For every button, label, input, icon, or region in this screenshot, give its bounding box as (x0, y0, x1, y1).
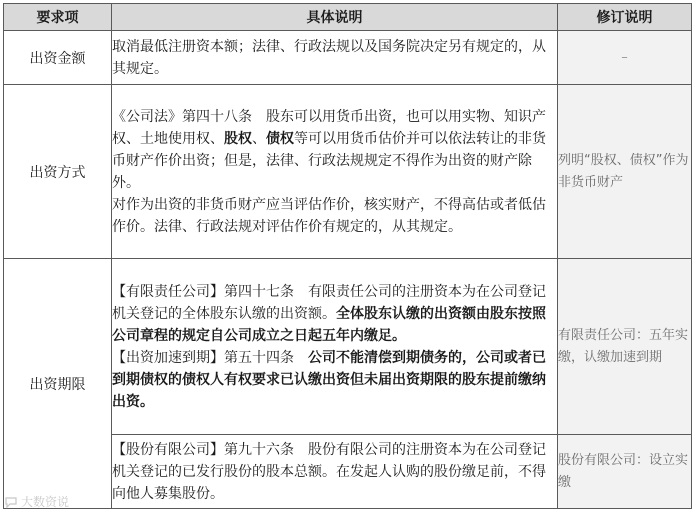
article-47-text: 【有限责任公司】第四十七条 有限责任公司的注册资本为在公司登记机关登记的全体股东认缴的出资额。 (112, 283, 546, 322)
equity-term: 股权 (224, 130, 252, 147)
note-llc-period: 有限责任公司：五年实缴，认缴加速到期 (558, 259, 692, 435)
creditor-rights-term: 债权 (266, 130, 294, 147)
paragraph-valuation: 对作为出资的非货币财产应当评估作价，核实财产，不得高估或者低估作价。法律、行政法规对评估作价有规定的，从其规定。 (112, 196, 546, 235)
label-contribution-method: 出资方式 (4, 85, 112, 259)
requirements-table (3, 3, 692, 509)
note-contribution-method: 列明“股权、债权”作为非货币财产 (558, 85, 692, 259)
article-54-bold: 公司不能清偿到期债务的，公司或者已到期债权的债权人有权要求已认缴出资但未届出资期限的股东提前缴纳出资。 (112, 349, 546, 410)
header-revision-note: 修订说明 (558, 4, 692, 31)
article-48-part1: 《公司法》第四十八条 股东可以用货币出资，也可以用实物、知识产权、土地使用权、 (112, 108, 546, 147)
label-capital-amount: 出资金额 (4, 31, 112, 85)
header-requirement: 要求项 (4, 4, 112, 31)
term-separator: 、 (252, 130, 266, 147)
row-contribution-method (4, 85, 692, 259)
article-54-heading: 【出资加速到期】第五十四条 (112, 349, 308, 366)
paragraph-article-54 (112, 347, 557, 413)
article-47-bold: 全体股东认缴的出资额由股东按照公司章程的规定自公司成立之日起五年内缴足。 (112, 305, 546, 344)
article-48-part2: 等可以用货币估价并可以依法转让的非货币财产作价出资；但是，法律、行政法规规定不得作为出资的财产除外。 (112, 130, 546, 191)
paragraph-article-47 (112, 281, 557, 347)
text-capital-amount: 取消最低注册资本额；法律、行政法规以及国务院决定另有规定的，从其规定。 (112, 31, 558, 85)
speech-bubble-icon (4, 495, 18, 509)
note-capital-amount: – (558, 31, 692, 85)
text-contribution-method (112, 85, 558, 259)
watermark (4, 493, 69, 510)
row-capital-amount (4, 31, 692, 85)
watermark-text: 大数资说 (21, 495, 70, 509)
header-row (4, 4, 692, 31)
label-contribution-period: 出资期限 (4, 259, 112, 509)
paragraph-article-48 (112, 106, 557, 194)
text-llc-period (112, 259, 558, 435)
text-jsc-period: 【股份有限公司】第九十六条 股份有限公司的注册资本为在公司登记机关登记的已发行股份的股本总额。在发起人认购的股份缴足前，不得向他人募集股份。 (112, 435, 558, 509)
note-jsc-period: 股份有限公司：设立实缴 (558, 435, 692, 509)
header-description: 具体说明 (112, 4, 558, 31)
row-contribution-period-llc (4, 259, 692, 435)
